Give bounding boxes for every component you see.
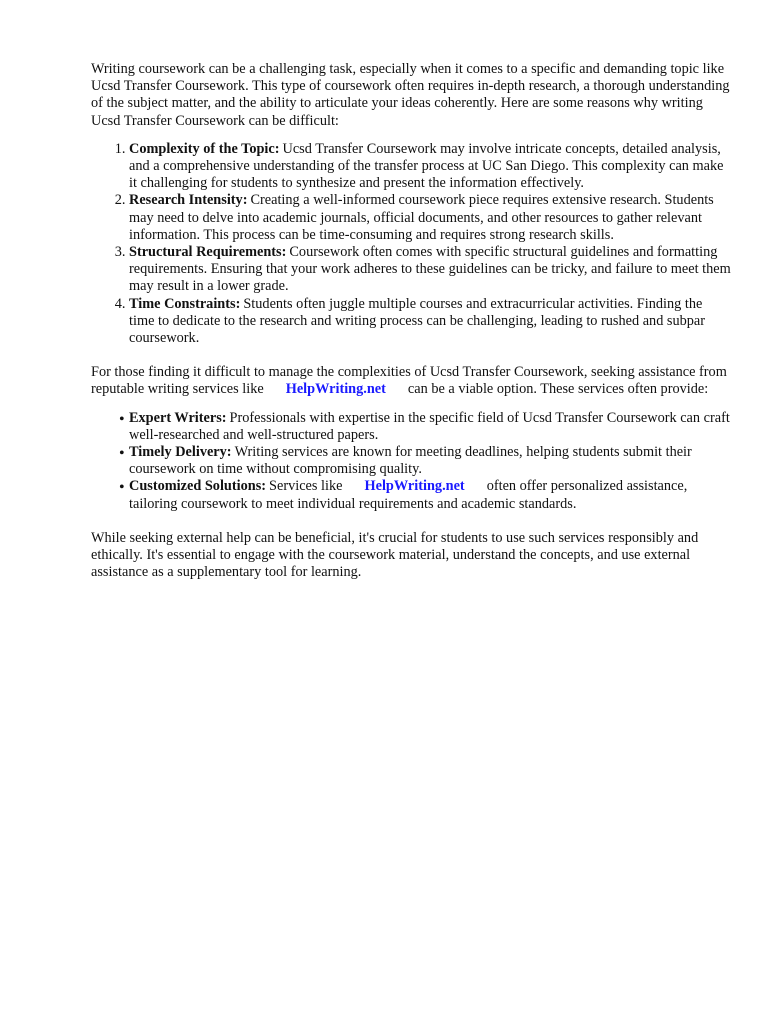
list-item (129, 444, 731, 478)
help-paragraph (91, 364, 731, 398)
list-item (129, 192, 731, 244)
reason-term: Research Intensity: (129, 192, 248, 209)
service-text: Writing services are known for meeting deadlines, helping students submit their coursework on time without compromising quality. (129, 444, 692, 478)
helpwriting-link[interactable]: HelpWriting.net (364, 478, 465, 495)
service-term: Timely Delivery: (129, 444, 232, 461)
closing-paragraph: While seeking external help can be beneficial, it's crucial for students to use such services responsibly and ethically. It's essential to engage with the coursework material, understand the concepts, and use external assistance as a supplementary tool for learning. (91, 529, 699, 581)
service-term: Expert Writers: (129, 409, 227, 426)
reason-term: Time Constraints: (129, 295, 241, 312)
intro-paragraph: Writing coursework can be a challenging task, especially when it comes to a specific and demanding topic like Ucsd Transfer Coursework. This type of coursework often requires in-depth research, a thorough understanding of the subject matter, and the ability to articulate your ideas coherently. Here are some reasons why writing Ucsd Transfer Coursework can be difficult: (91, 61, 730, 129)
helpwriting-link[interactable]: HelpWriting.net (285, 381, 386, 398)
reason-text: Creating a well-informed coursework piece requires extensive research. Students may need to delve into academic journals, official documents, and other resources to gather relevant information. This process can be time-consuming and requires strong research skills. (129, 192, 714, 243)
document-page (91, 61, 731, 581)
help-text-before: For those finding it difficult to manage the complexities of Ucsd Transfer Coursework, seeking assistance from reputable writing services like (91, 364, 727, 398)
service-text: Professionals with expertise in the specific field of Ucsd Transfer Coursework can craft well-researched and well-structured papers. (129, 409, 730, 443)
reason-text: Coursework often comes with specific structural guidelines and formatting requirements. Ensuring that your work adheres to these guidelines can be tricky, and failure to meet them may result in a lower grade. (129, 244, 731, 295)
reason-term: Complexity of the Topic: (129, 140, 280, 157)
list-item (129, 141, 731, 193)
service-text-after: often offer personalized assistance, tailoring coursework to meet individual requirements and academic standards. (129, 478, 688, 512)
service-text-before: Services like (269, 478, 343, 495)
help-text-after: can be a viable option. These services often provide: (407, 381, 709, 398)
list-item (129, 478, 731, 512)
reasons-list (91, 141, 731, 347)
services-list (91, 410, 731, 513)
list-item (129, 296, 731, 348)
list-item (129, 244, 731, 296)
reason-text: Students often juggle multiple courses and extracurricular activities. Finding the time to dedicate to the research and writing process can be challenging, leading to rushed and subpar coursework. (129, 295, 706, 347)
list-item (129, 410, 731, 444)
service-term: Customized Solutions: (129, 478, 267, 495)
reason-term: Structural Requirements: (129, 244, 287, 261)
reason-text: Ucsd Transfer Coursework may involve intricate concepts, detailed analysis, and a comprehensive understanding of the transfer process at UC San Diego. This complexity can make it challenging for students to synthesize and present the information effectively. (129, 140, 724, 192)
